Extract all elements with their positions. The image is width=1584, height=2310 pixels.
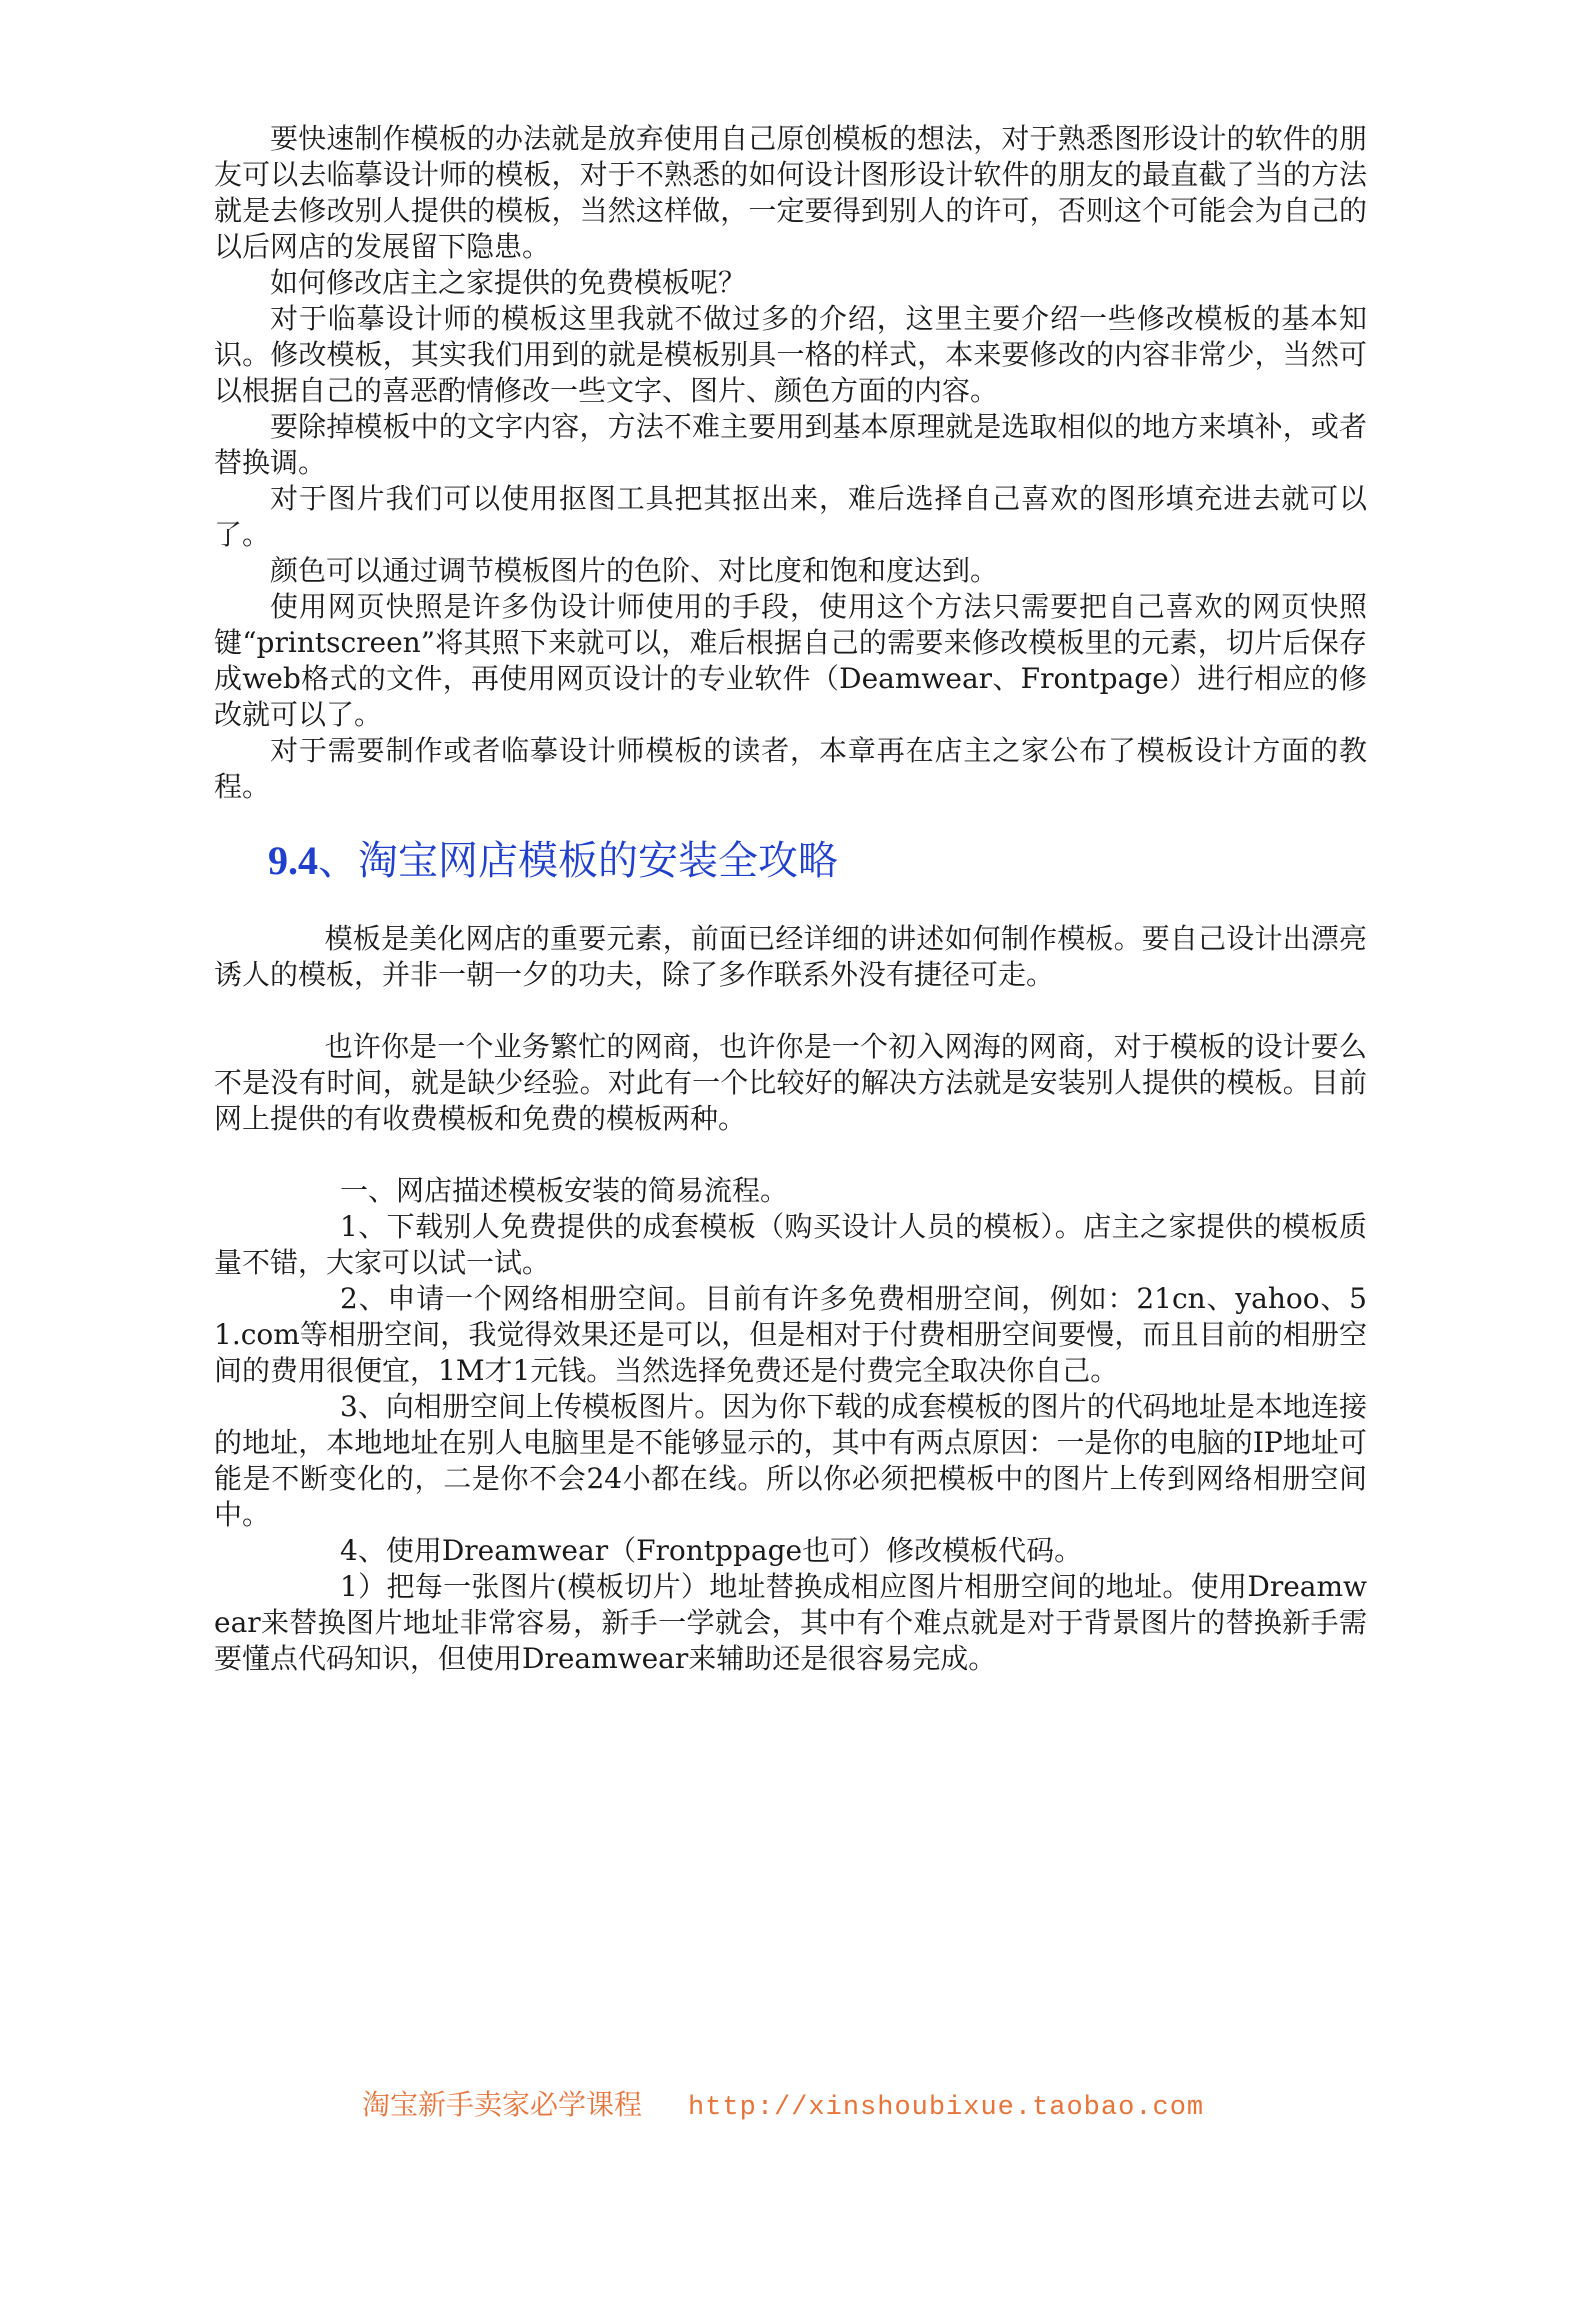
- list-item: 1）把每一张图片(模板切片）地址替换成相应图片相册空间的地址。使用Dreamwear来替换图片地址非常容易，新手一学就会，其中有个难点就是对于背景图片的替换新手需要懂点代码知识，但使用Dreamwear来辅助还是很容易完成。: [214, 1570, 1367, 1675]
- paragraph: 对于临摹设计师的模板这里我就不做过多的介绍，这里主要介绍一些修改模板的基本知识。修改模板，其实我们用到的就是模板别具一格的样式，本来要修改的内容非常少，当然可以根据自己的喜恶酌情修改一些文字、图片、颜色方面的内容。: [214, 302, 1367, 407]
- paragraph: 对于需要制作或者临摹设计师模板的读者，本章再在店主之家公布了模板设计方面的教程。: [214, 734, 1367, 803]
- list-item: 4、使用Dreamwear（Frontppage也可）修改模板代码。: [340, 1534, 1083, 1567]
- paragraph: 也许你是一个业务繁忙的网商，也许你是一个初入网海的网商，对于模板的设计要么不是没有时间，就是缺少经验。对此有一个比较好的解决方法就是安装别人提供的模板。目前网上提供的有收费模板和免费的模板两种。: [214, 1030, 1367, 1135]
- paragraph: 颜色可以通过调节模板图片的色阶、对比度和饱和度达到。: [270, 554, 999, 587]
- section-title: 、淘宝网店模板的安装全攻略: [318, 838, 838, 884]
- section-number: 9.4: [268, 838, 318, 883]
- page-footer: [214, 2047, 1367, 2310]
- paragraph: 模板是美化网店的重要元素，前面已经详细的讲述如何制作模板。要自己设计出漂亮诱人的模板，并非一朝一夕的功夫，除了多作联系外没有捷径可走。: [214, 922, 1367, 991]
- list-item: 3、向相册空间上传模板图片。因为你下载的成套模板的图片的代码地址是本地连接的地址，本地地址在别人电脑里是不能够显示的，其中有两点原因：一是你的电脑的IP地址可能是不断变化的，二是你不会24小都在线。所以你必须把模板中的图片上传到网络相册空间中。: [214, 1390, 1367, 1531]
- paragraph: 如何修改店主之家提供的免费模板呢？: [270, 266, 747, 299]
- paragraph: 要除掉模板中的文字内容，方法不难主要用到基本原理就是选取相似的地方来填补，或者替换调。: [214, 410, 1367, 479]
- footer-course-title: 淘宝新手卖家必学课程: [362, 2088, 643, 2121]
- section-heading: [268, 835, 1367, 887]
- paragraph: 使用网页快照是许多伪设计师使用的手段，使用这个方法只需要把自己喜欢的网页快照键“printscreen”将其照下来就可以，难后根据自己的需要来修改模板里的元素，切片后保存成web格式的文件，再使用网页设计的专业软件（Deamwear、Frontpage）进行相应的修改就可以了。: [214, 590, 1367, 731]
- intro-section: [214, 121, 1367, 805]
- list-item: 1、下载别人免费提供的成套模板（购买设计人员的模板）。店主之家提供的模板质量不错，大家可以试一试。: [214, 1210, 1367, 1279]
- paragraph: 对于图片我们可以使用抠图工具把其抠出来，难后选择自己喜欢的图形填充进去就可以了。: [214, 482, 1367, 551]
- footer-url: http://xinshoubixue.taobao.com: [688, 2093, 1205, 2123]
- paragraph: 要快速制作模板的办法就是放弃使用自己原创模板的想法，对于熟悉图形设计的软件的朋友可以去临摹设计师的模板，对于不熟悉的如何设计图形设计软件的朋友的最直截了当的方法就是去修改别人提供的模板，当然这样做，一定要得到别人的许可，否则这个可能会为自己的以后网店的发展留下隐患。: [214, 122, 1367, 263]
- list-heading: 一、网店描述模板安装的简易流程。: [340, 1174, 789, 1207]
- list-item: 2、申请一个网络相册空间。目前有许多免费相册空间，例如：21cn、yahoo、51.com等相册空间，我觉得效果还是可以，但是相对于付费相册空间要慢，而且目前的相册空间的费用很便宜，1M才1元钱。当然选择免费还是付费完全取决你自己。: [214, 1282, 1367, 1387]
- install-section: [214, 921, 1367, 1677]
